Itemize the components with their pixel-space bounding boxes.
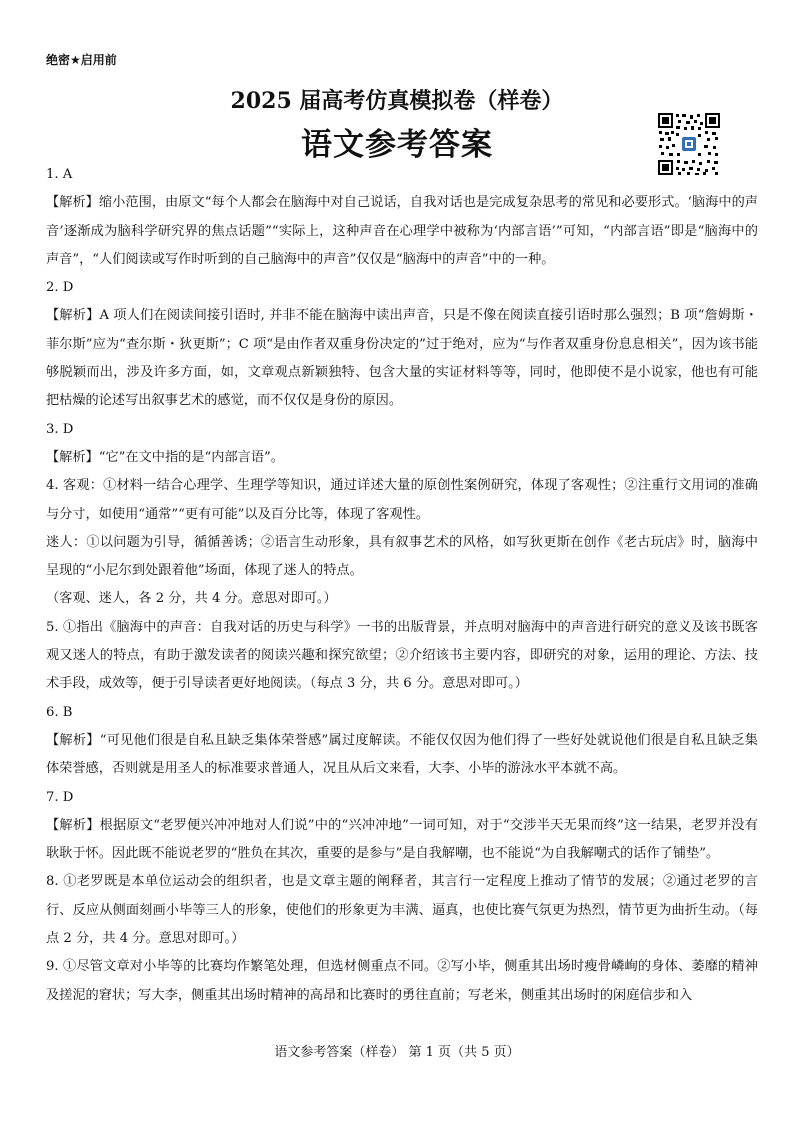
answer-number: 6. B <box>46 704 73 720</box>
answer-paragraph: 9. ①尽管文章对小毕等的比赛均作繁笔处理，但选材侧重点不同。②写小毕，侧重其出场时瘦骨嶙峋的身体、萎靡的精神及搓泥的窘状；写大李，侧重其出场时精神的高昂和比赛时的勇往直前；写老米，侧重其出场时的闲庭信步和入 <box>46 959 758 1003</box>
exam-title: 2025 届高考仿真模拟卷（样卷） <box>230 88 564 114</box>
answer-number: 7. D <box>46 789 74 805</box>
answer-explanation: 【解析】根据原文“老罗便兴冲冲地对人们说”中的“兴冲冲地”一词可知，对于“交涉半天无果而终”这一结果，老罗并没有耿耿于怀。因此既不能说老罗的“胜负在其次，重要的是参与”是自我解嘲，也不能说“为自我解嘲式的话作了铺垫”。 <box>46 817 758 862</box>
answer-explanation: 【解析】缩小范围，由原文“每个人都会在脑海中对自己说话，自我对话也是完成复杂思考的常见和必要形式。‘脑海中的声音’逐渐成为脑科学研究界的焦点话题”“实际上，这种声音在心理学中被称为‘内部言语’”可知，“内部言语”即是“脑海中的声音”，“人们阅读或写作时听到的自己脑海中的声音”仅仅是“脑海中的声音”中的一种。 <box>46 195 758 267</box>
answer-number: 1. A <box>46 167 73 182</box>
answer-paragraph: 8. ①老罗既是本单位运动会的组织者，也是文章主题的阐释者，其言行一定程度上推动了情节的发展；②通过老罗的言行、反应从侧面刻画小毕等三人的形象，使他们的形象更为丰满、逼真，也使比赛气氛更为热烈，情节更为曲折生动。（每点 2 分，共 4 分。意思对即可。） <box>46 874 758 947</box>
scoring-note: （客观、迷人，各 2 分，共 4 分。意思对即可。） <box>46 591 337 607</box>
page-title: 语文参考答案 <box>301 127 493 163</box>
answer-explanation: 【解析】A 项人们在阅读间接引语时, 并非不能在脑海中读出声音，只是不像在阅读直接引语时那么强烈；B 项“詹姆斯・菲尔斯”应为“查尔斯・狄更斯”；C 项“是由作者双重身份决定的”过于绝对，应为“与作者双重身份息息相关”，因为该书能够脱颖而出，涉及许多方面，如，文章观点新颖独特、包含大量的实证材料等等，同时，他即使不是小说家，他也有可能把枯燥的论述写出叙事艺术的感觉，而不仅仅是身份的原因。 <box>46 308 758 409</box>
confidential-label: 绝密★启用前 <box>46 53 117 67</box>
answer-paragraph: 4. 客观：①材料一结合心理学、生理学等知识，通过详述大量的原创性案例研究，体现了客观性；②注重行文用词的准确与分寸，如使用“通常”“更有可能”以及百分比等，体现了客观性。 <box>46 478 758 522</box>
answer-paragraph: 迷人：①以问题为引导，循循善诱；②语言生动形象，具有叙事艺术的风格，如写狄更斯在创作《老古玩店》时，脑海中呈现的“小尼尔到处跟着他”场面，体现了迷人的特点。 <box>46 534 758 579</box>
answer-explanation: 【解析】“可见他们很是自私且缺乏集体荣誉感”属过度解读。不能仅仅因为他们得了一些好处就说他们很是自私且缺乏集体荣誉感，否则就是用圣人的标准要求普通人，况且从后文来看，大李、小毕的游泳水平本就不高。 <box>46 732 758 777</box>
page-footer: 语文参考答案（样卷） 第 1 页（共 5 页） <box>274 1045 520 1060</box>
answer-number: 3. D <box>46 421 74 437</box>
answer-explanation: 【解析】“它”在文中指的是“内部言语”。 <box>46 449 284 465</box>
answer-number: 2. D <box>46 280 74 296</box>
answer-content <box>46 161 758 1010</box>
answer-paragraph: 5. ①指出《脑海中的声音：自我对话的历史与科学》一书的出版背景，并点明对脑海中的声音进行研究的意义及该书既客观又迷人的特点，有助于激发读者的阅读兴趣和探究欲望；②介绍该书主要内容，即研究的对象，运用的理论、方法、技术手段，成效等，便于引导读者更好地阅读。（每点 3 分，共 6 分。意思对即可。） <box>46 619 758 692</box>
